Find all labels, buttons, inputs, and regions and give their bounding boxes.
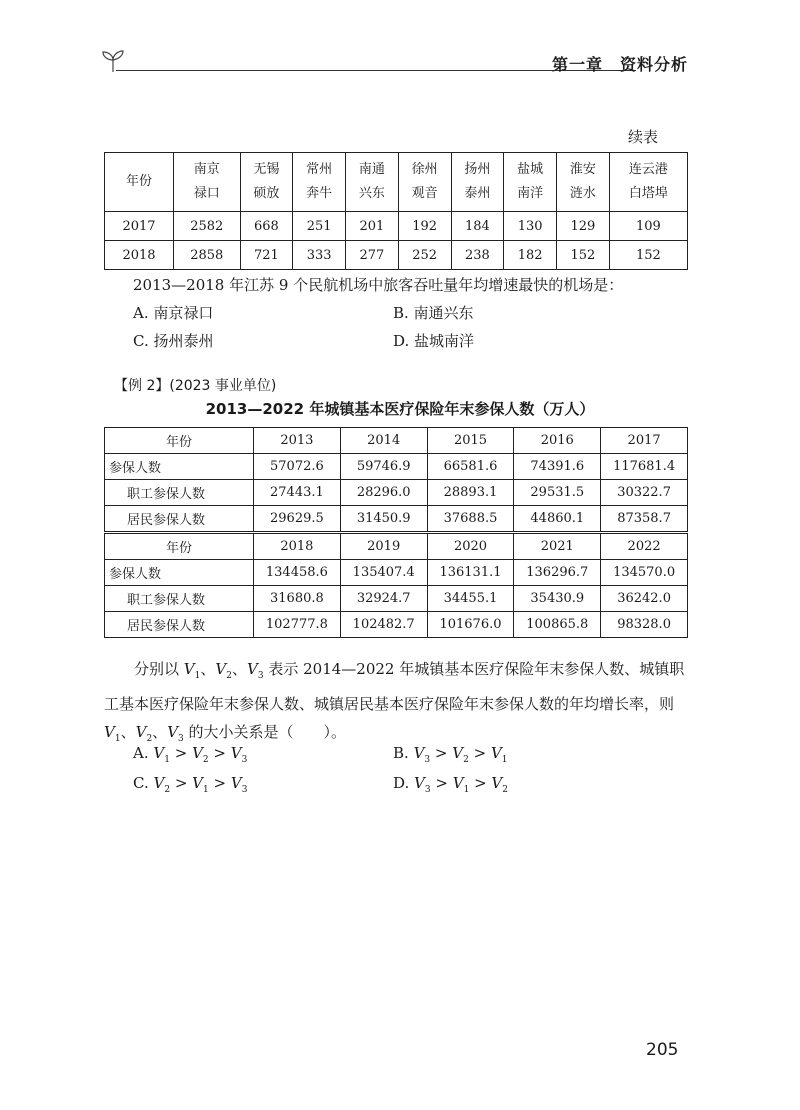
table-continued-label: 续表	[628, 128, 659, 146]
variable-v3: $V_3$	[230, 744, 248, 765]
question-2-mid: 表示 2014—2022 年城镇基本医疗保险年末参保人数、城镇职工基本医疗保险年末参保人数、城镇居民基本医疗保险年末参保人数的年均增长率，则	[104, 660, 685, 713]
question-2-variables: $V_1$、$V_2$、$V_3$	[183, 660, 264, 681]
table-row	[105, 612, 688, 638]
question-2-tail: 的大小关系是（ ）。	[188, 723, 347, 741]
header-cell: 南通 兴东	[346, 153, 399, 212]
insurance-table-title: 2013—2022 年城镇基本医疗保险年末参保人数（万人）	[205, 400, 595, 418]
table-cell: 2858	[174, 241, 241, 270]
variable-v3: $V_3$	[167, 723, 184, 744]
table-cell: 32924.7	[340, 586, 427, 612]
year-label-cell: 年份	[105, 428, 254, 454]
table-cell: 2017	[105, 212, 174, 241]
header-cell: 连云港 白塔埠	[609, 153, 687, 212]
table-row	[105, 480, 688, 506]
table-row	[105, 454, 688, 480]
table-cell: 31450.9	[340, 506, 427, 533]
variable-v1: $V_1$	[192, 774, 209, 795]
table-cell: 721	[240, 241, 293, 270]
table-cell: 35430.9	[514, 586, 601, 612]
question-1-option-a: A. 南京禄口	[133, 304, 214, 322]
variable-v3: $V_3$	[413, 744, 431, 765]
table-cell: 238	[451, 241, 504, 270]
year-cell: 2021	[514, 533, 601, 560]
variable-v2: $V_2$	[192, 744, 209, 765]
variable-v2: $V_2$	[153, 774, 171, 795]
table-cell: 136296.7	[514, 560, 601, 586]
variable-v1: $V_1$	[104, 723, 121, 744]
table-cell: 30322.7	[601, 480, 688, 506]
table-cell: 135407.4	[340, 560, 427, 586]
table-cell: 109	[609, 212, 687, 241]
table-cell: 102777.8	[254, 612, 341, 638]
table-header-row	[105, 153, 688, 212]
table-row	[105, 212, 688, 241]
variable-v2: $V_2$	[452, 744, 469, 765]
table-cell: 201	[346, 212, 399, 241]
table-cell: 182	[504, 241, 557, 270]
table-cell: 37688.5	[427, 506, 514, 533]
table-cell: 251	[293, 212, 346, 241]
year-cell: 2018	[254, 533, 341, 560]
table-cell: 74391.6	[514, 454, 601, 480]
question-2-option-b: B. $V_3 > V_2 > V_1$	[393, 744, 508, 765]
question-1-text: 2013—2018 年江苏 9 个民航机场中旅客吞吐量年均增速最快的机场是：	[133, 276, 624, 294]
question-2-option-d: D. $V_3 > V_1 > V_2$	[393, 774, 508, 795]
table-cell: 34455.1	[427, 586, 514, 612]
table-cell: 117681.4	[601, 454, 688, 480]
table-cell: 277	[346, 241, 399, 270]
question-2-text	[104, 655, 694, 753]
question-1-option-c: C. 扬州泰州	[133, 332, 214, 350]
table-row	[105, 560, 688, 586]
variable-v2: $V_2$	[491, 774, 508, 795]
row-name-cell: 职工参保人数	[105, 480, 254, 506]
table-cell: 192	[398, 212, 451, 241]
table-row	[105, 241, 688, 270]
insurance-table	[104, 427, 688, 638]
table-row	[105, 586, 688, 612]
table-cell: 134458.6	[254, 560, 341, 586]
row-name-cell: 参保人数	[105, 560, 254, 586]
table-cell: 2582	[174, 212, 241, 241]
variable-v2: $V_2$	[135, 723, 153, 744]
variable-v3: $V_3$	[246, 660, 264, 681]
example-2-label: 【例 2】(2023 事业单位)	[114, 378, 277, 394]
table-cell: 102482.7	[340, 612, 427, 638]
variable-v3: $V_3$	[230, 774, 248, 795]
chapter-title: 第一章 资料分析	[551, 55, 688, 74]
year-cell: 2020	[427, 533, 514, 560]
table-cell: 29531.5	[514, 480, 601, 506]
table-cell: 2018	[105, 241, 174, 270]
table-cell: 252	[398, 241, 451, 270]
variable-v3: $V_3$	[414, 774, 431, 795]
table-cell: 101676.0	[427, 612, 514, 638]
table-cell: 184	[451, 212, 504, 241]
table-cell: 152	[609, 241, 687, 270]
row-name-cell: 居民参保人数	[105, 506, 254, 533]
year-cell: 2022	[601, 533, 688, 560]
variable-v1: $V_1$	[153, 744, 170, 765]
table-cell: 44860.1	[514, 506, 601, 533]
table-cell: 59746.9	[340, 454, 427, 480]
table-cell: 130	[504, 212, 557, 241]
year-cell: 2014	[340, 428, 427, 454]
year-cell: 2019	[340, 533, 427, 560]
table-cell: 129	[557, 212, 610, 241]
question-2-variables-repeat: $V_1$、$V_2$、$V_3$	[104, 723, 184, 744]
year-cell: 2015	[427, 428, 514, 454]
table-cell: 29629.5	[254, 506, 341, 533]
year-cell: 2013	[254, 428, 341, 454]
row-name-cell: 职工参保人数	[105, 586, 254, 612]
question-1-option-b: B. 南通兴东	[393, 304, 474, 322]
row-name-cell: 参保人数	[105, 454, 254, 480]
year-label-cell: 年份	[105, 533, 254, 560]
header-cell: 南京 禄口	[174, 153, 241, 212]
header-cell: 扬州 泰州	[451, 153, 504, 212]
table-cell: 31680.8	[254, 586, 341, 612]
table-cell: 134570.0	[601, 560, 688, 586]
year-header-row	[105, 428, 688, 454]
year-header-row	[105, 533, 688, 560]
question-2-intro: 分别以	[134, 660, 180, 678]
table-cell: 98328.0	[601, 612, 688, 638]
header-cell: 无锡 硕放	[240, 153, 293, 212]
row-name-cell: 居民参保人数	[105, 612, 254, 638]
table-cell: 100865.8	[514, 612, 601, 638]
page-number: 205	[646, 1040, 679, 1060]
header-cell: 淮安 涟水	[557, 153, 610, 212]
table-cell: 57072.6	[254, 454, 341, 480]
question-2-option-a: A. $V_1 > V_2 > V_3$	[133, 744, 248, 765]
table-cell: 28893.1	[427, 480, 514, 506]
table-cell: 87358.7	[601, 506, 688, 533]
year-cell: 2016	[514, 428, 601, 454]
question-2-option-c: C. $V_2 > V_1 > V_3$	[133, 774, 248, 795]
year-cell: 2017	[601, 428, 688, 454]
table-cell: 152	[557, 241, 610, 270]
page-header	[100, 48, 700, 78]
table-cell: 36242.0	[601, 586, 688, 612]
header-cell: 盐城 南洋	[504, 153, 557, 212]
table-row	[105, 506, 688, 533]
table-cell: 333	[293, 241, 346, 270]
variable-v1: $V_1$	[452, 774, 470, 795]
header-cell: 常州 奔牛	[293, 153, 346, 212]
question-1-option-d: D. 盐城南洋	[393, 332, 475, 350]
table-cell: 66581.6	[427, 454, 514, 480]
header-cell: 徐州 观音	[398, 153, 451, 212]
header-cell: 年份	[105, 153, 174, 212]
variable-v1: $V_1$	[490, 744, 508, 765]
table-cell: 28296.0	[340, 480, 427, 506]
airport-table	[104, 152, 688, 270]
variable-v2: $V_2$	[215, 660, 232, 681]
table-cell: 668	[240, 212, 293, 241]
variable-v1: $V_1$	[183, 660, 201, 681]
table-cell: 136131.1	[427, 560, 514, 586]
table-cell: 27443.1	[254, 480, 341, 506]
